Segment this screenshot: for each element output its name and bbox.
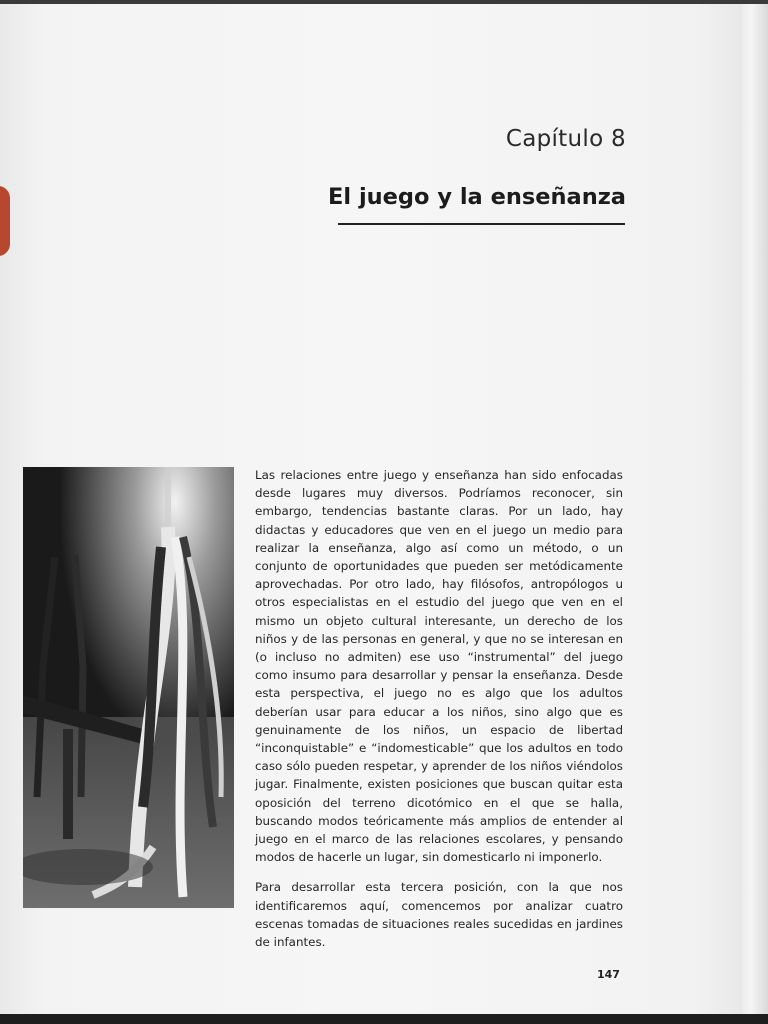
body-text [255, 466, 623, 951]
title-underline [338, 223, 625, 225]
bookmark-tab [0, 186, 10, 256]
paragraph-1: Las relaciones entre juego y enseñanza han sido enfocadas desde lugares muy diversos. Podríamos reconocer, sin embargo, tendencias bastante claras. Por un lado, hay didactas y educadores que ven en el juego un medio para realizar la enseñanza, algo así como un método, o un conjunto de oportunidades que pueden ser metódicamente aprovechadas. Por otro lado, hay filósofos, antropólogos u otros especialistas en el estudio del juego que ven en el mismo un objeto cultural interesante, un derecho de los niños y de las personas en general, y que no se interesan en (o incluso no admiten) ese uso “instrumental” del juego como insumo para desarrollar y pensar la enseñanza. Desde esta perspectiva, el juego no es algo que los adultos deberían usar para educar a los niños, sino algo que es genuinamente de los niños, un espacio de libertad “inconquistable” e “indomesticable” que los adultos en todo caso sólo pueden respetar, y aprender de los niños viéndolos jugar. Finalmente, existen posiciones que buscan quitar esta oposición del terreno dicotómico en el que se halla, buscando modos teóricamente más amplios de entender al juego en el marco de las relaciones escolares, y pensando modos de hacerle un lugar, sin domesticarlo ni imponerlo. [255, 468, 623, 865]
photo-swing-with-ribbons-icon [23, 467, 234, 908]
chapter-title: El juego y la enseñanza [328, 184, 626, 210]
chapter-label: Capítulo 8 [505, 126, 626, 152]
paragraph-2: Para desarrollar esta tercera posición, con la que nos identificaremos aquí, comencemos por analizar cuatro escenas tomadas de situaciones reales sucedidas en jardines de infantes. [255, 880, 623, 950]
bottom-shadow [0, 1014, 768, 1024]
page-edge [742, 4, 768, 1018]
swing-ribbons-photo [23, 467, 234, 908]
page-number: 147 [597, 968, 620, 981]
